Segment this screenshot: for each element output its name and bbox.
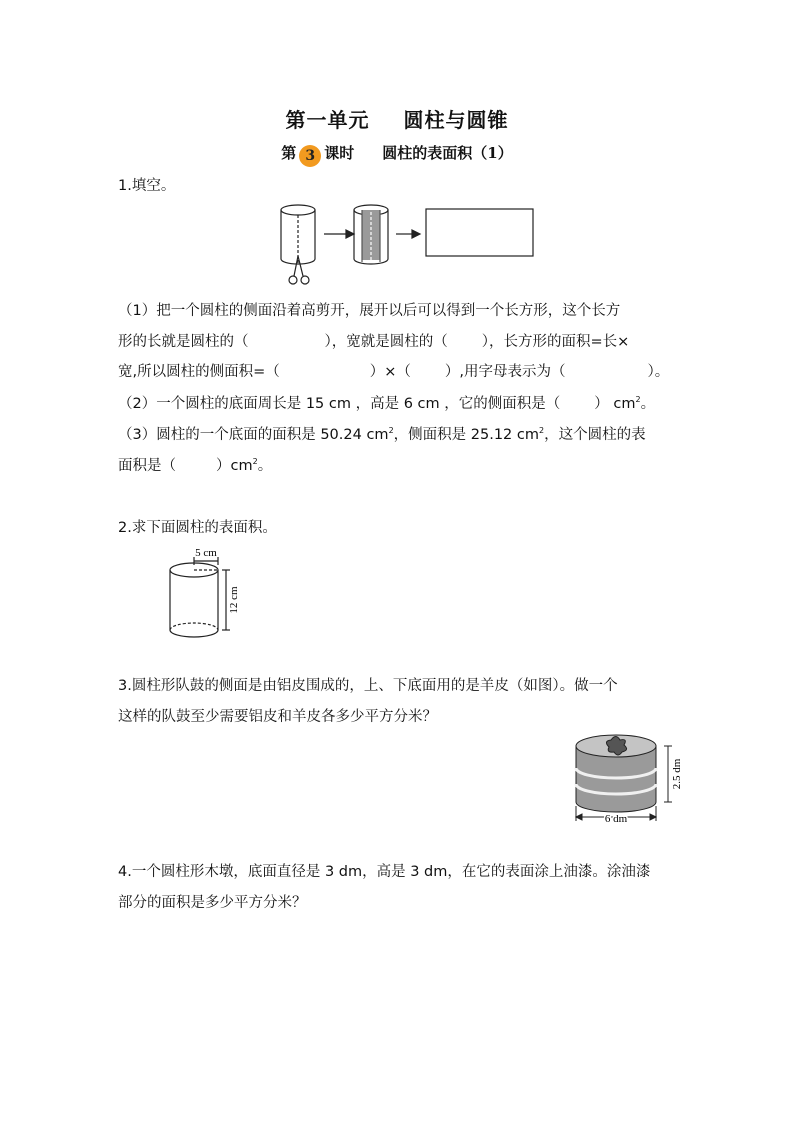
arrow-right-icon <box>396 230 420 238</box>
lesson-number-badge: 3 <box>299 145 321 167</box>
text-segment: 形的长就是圆柱的（ <box>118 334 249 350</box>
cylinder-unfold-figure <box>270 198 550 290</box>
unit-label: 第一单元 <box>285 108 370 132</box>
lesson-prefix: 第 <box>281 144 297 162</box>
text-segment: 。 <box>640 396 656 412</box>
q4-line1: 4.一个圆柱形木墩，底面直径是 3 dm，高是 3 dm，在它的表面涂上油漆。涂油漆 <box>118 864 651 880</box>
text-segment: （2）一个圆柱的底面周长是 15 cm ，高是 6 cm ，它的侧面积是（ <box>118 396 561 412</box>
text-segment: ） cm <box>594 396 636 412</box>
q1-heading: 1.填空。 <box>118 178 176 194</box>
height-label: 12 cm <box>228 586 240 614</box>
drum-height-label: 2.5 dm <box>671 758 683 790</box>
text-segment: ）。 <box>647 364 670 380</box>
q1-part1-line3 <box>118 362 669 382</box>
q1-part3-line2 <box>118 456 272 476</box>
cylinder-icon <box>281 205 315 264</box>
unit-title <box>0 104 794 133</box>
drum-figure <box>568 728 688 826</box>
scissors-icon <box>289 256 309 284</box>
text-segment: ，侧面积是 25.12 cm <box>393 427 539 443</box>
drum-diameter-label: 6 dm <box>604 813 628 825</box>
opening-cylinder-icon <box>354 205 388 264</box>
q1-part3-line1 <box>118 425 646 445</box>
lesson-title <box>0 142 794 167</box>
text-segment: ），长方形的面积=长× <box>481 334 630 350</box>
lesson-suffix: 课时 <box>324 144 355 162</box>
text-segment: ，这个圆柱的表 <box>544 427 646 443</box>
q1-part1-line1: （1）把一个圆柱的侧面沿着高剪开，展开以后可以得到一个长方形，这个长方 <box>118 303 621 319</box>
text-segment: 面积是（ <box>118 458 176 474</box>
q2-heading: 2.求下面圆柱的表面积。 <box>118 520 277 536</box>
superscript: 2 <box>538 426 545 435</box>
text-segment: ）×（ <box>369 364 411 380</box>
q3-line2: 这样的队鼓至少需要铝皮和羊皮各多少平方分米？ <box>118 709 437 725</box>
superscript: 2 <box>635 395 641 404</box>
q1-part2 <box>118 394 655 414</box>
superscript: 2 <box>252 457 258 466</box>
text-segment: 宽,所以圆柱的侧面积=（ <box>118 364 280 380</box>
radius-label: 5 cm <box>195 547 217 559</box>
unfolded-rectangle <box>426 209 533 256</box>
q4-line2: 部分的面积是多少平方分米？ <box>118 895 307 911</box>
cylinder-figure <box>160 544 250 646</box>
text-segment: ），宽就是圆柱的（ <box>324 334 448 350</box>
superscript: 2 <box>388 426 394 435</box>
arrow-right-icon <box>324 230 354 238</box>
text-segment: ）,用字母表示为（ <box>444 364 566 380</box>
unit-name: 圆柱与圆锥 <box>403 108 509 132</box>
text-segment: 。 <box>257 458 273 474</box>
lesson-name: 圆柱的表面积（1） <box>382 144 513 162</box>
q1-part1-line2 <box>118 332 629 352</box>
text-segment: ）cm <box>216 458 253 474</box>
q3-line1: 3.圆柱形队鼓的侧面是由铝皮围成的，上、下底面用的是羊皮（如图）。做一个 <box>118 678 618 694</box>
text-segment: （3）圆柱的一个底面的面积是 50.24 cm <box>118 427 389 443</box>
